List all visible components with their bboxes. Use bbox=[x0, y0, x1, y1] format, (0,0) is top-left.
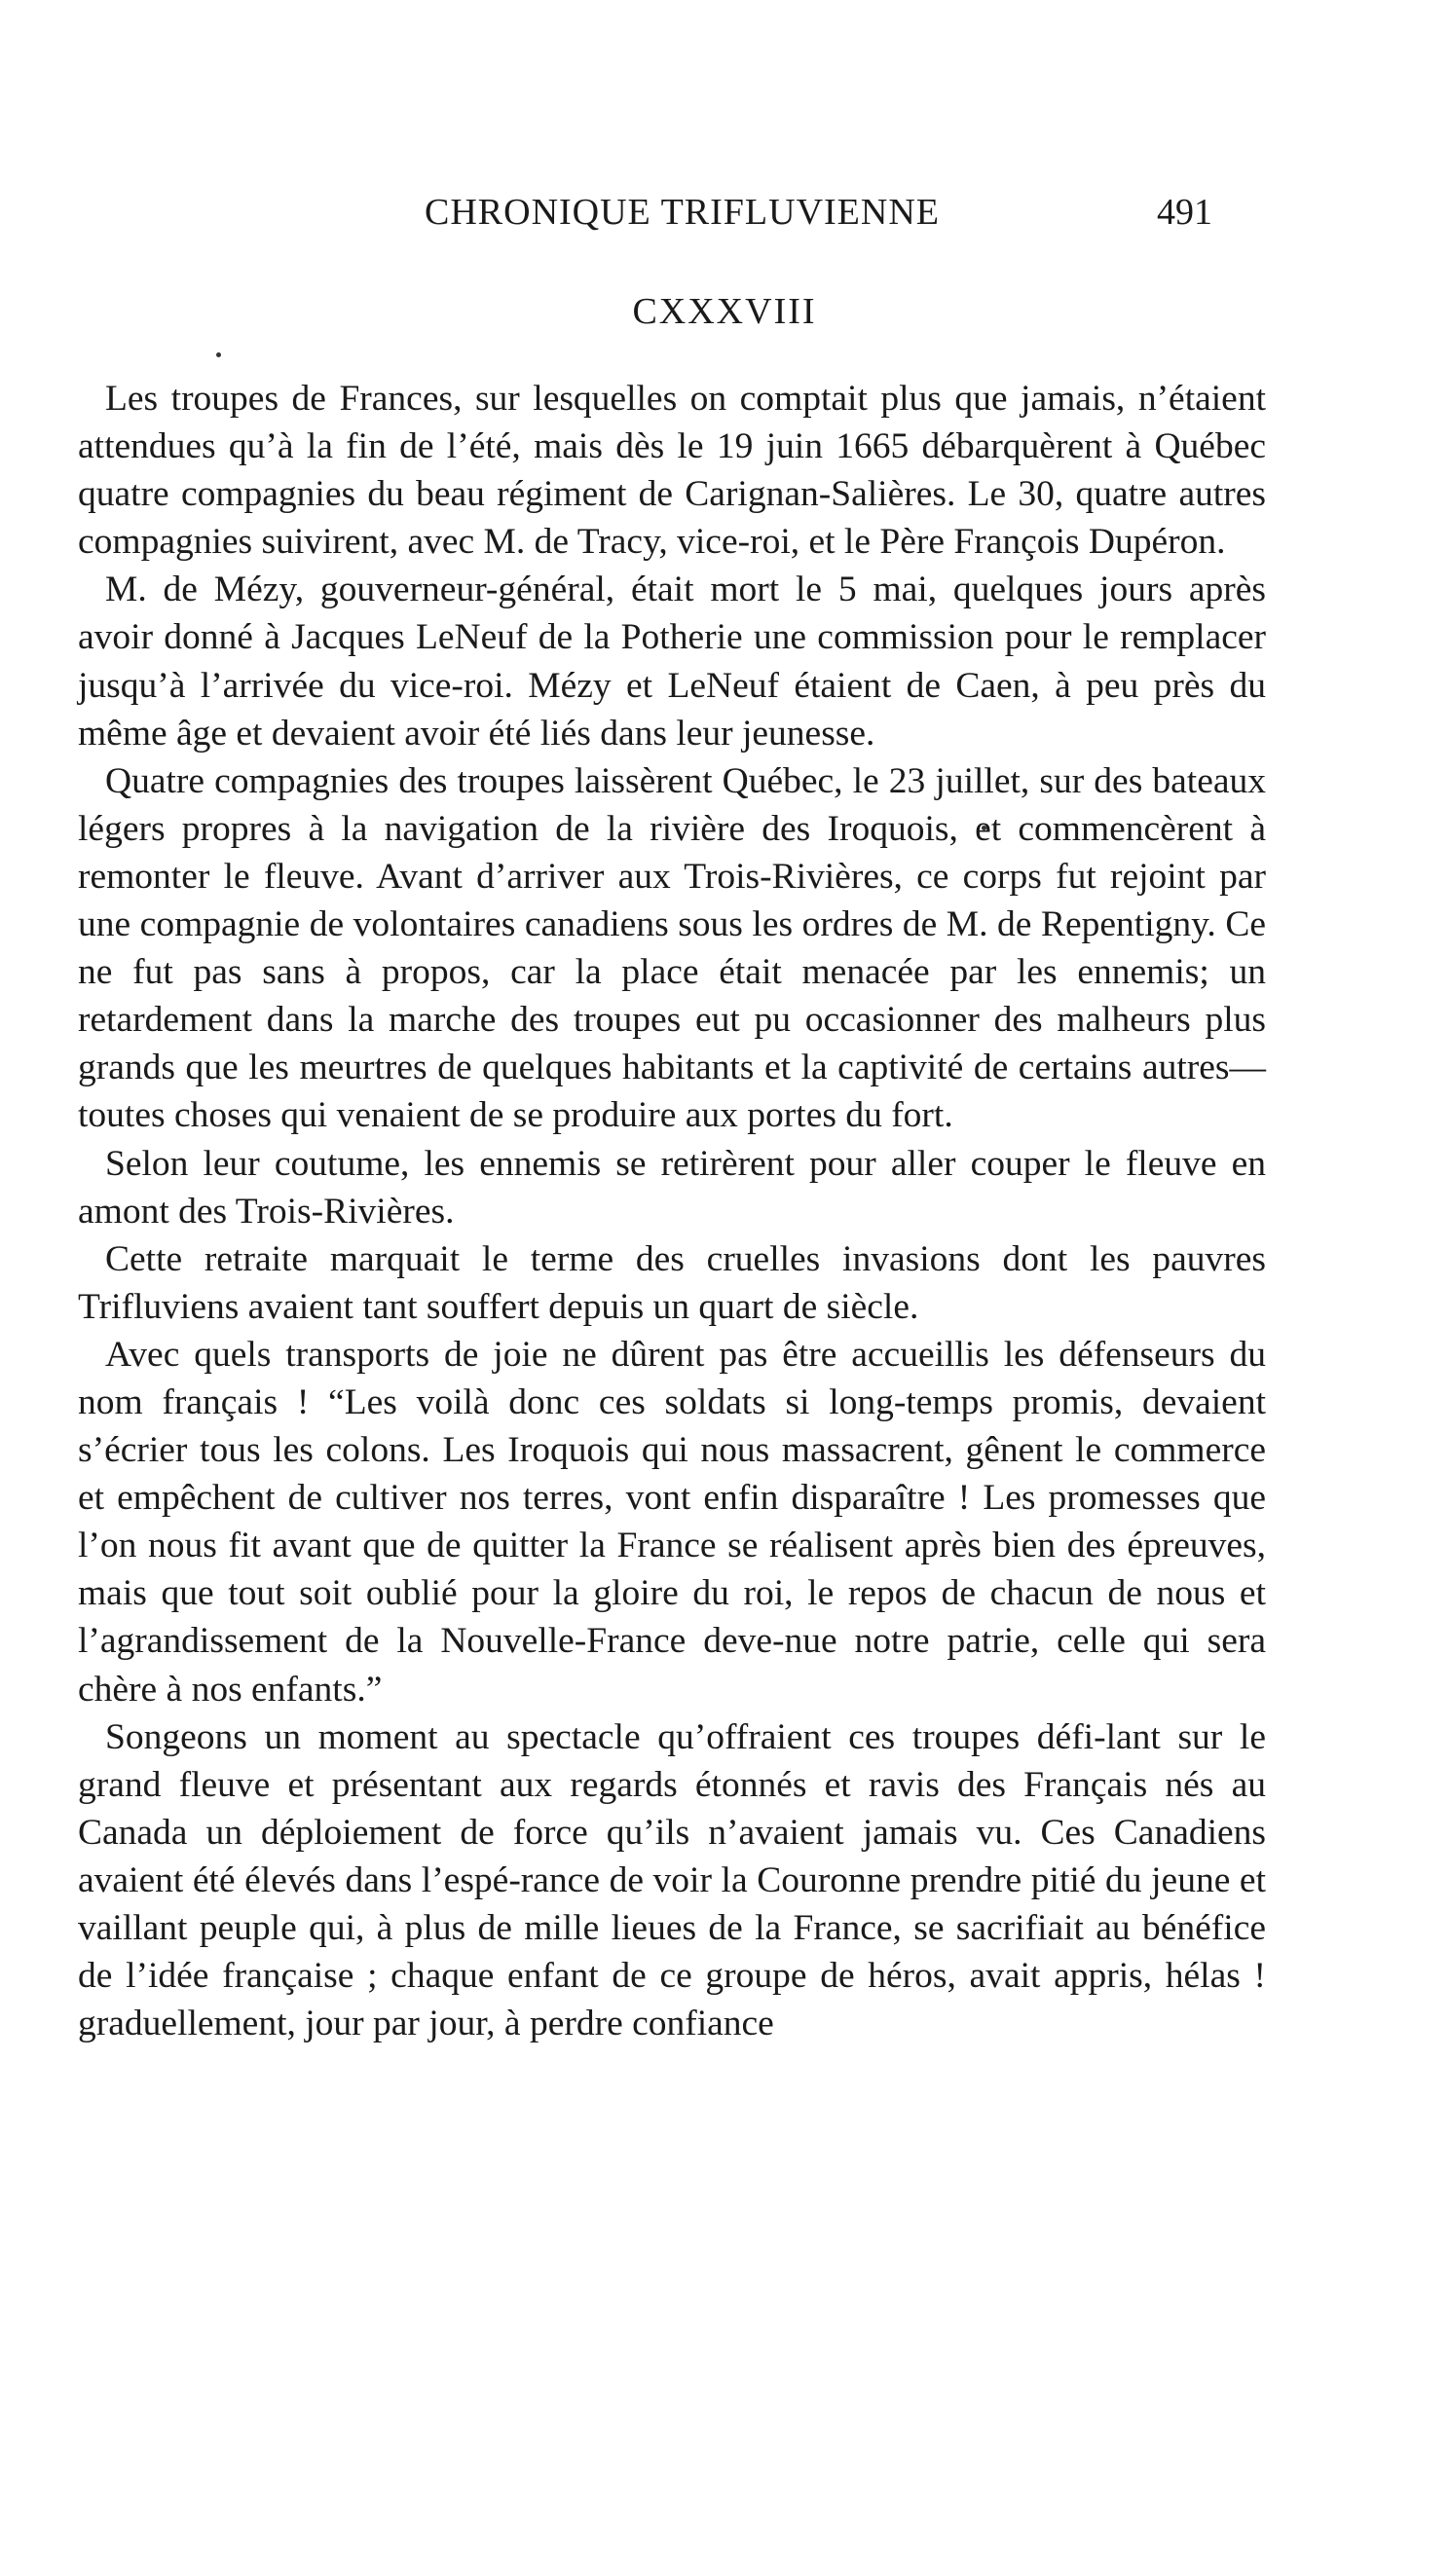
print-speck bbox=[216, 352, 221, 357]
paragraph: Cette retraite marquait le terme des cruelles invasions dont les pauvres Trifluviens avaient tant souffert depuis un quart de siècle. bbox=[78, 1238, 1266, 1327]
chapter-number: CXXXVIII bbox=[632, 291, 817, 332]
running-title: CHRONIQUE TRIFLUVIENNE bbox=[425, 192, 940, 233]
paragraph: Quatre compagnies des troupes laissèrent Québec, le 23 juillet, sur des bateaux légers propres à la navigation de la rivière des Iroquois, et commencèrent à remonter le fleuve. Avant d’arriver aux Trois-Rivières, ce corps fut rejoint par une compagnie de volontaires canadiens sous les ordres de M. de Repentigny. Ce ne fut pas sans à propos, car la place était menacée par les ennemis; un retardement dans la marche des troupes eut pu occasionner des malheurs plus grands que les meurtres de quelques habitants et la captivité de certains autres—toutes choses qui venaient de se produire aux portes du fort. bbox=[78, 760, 1266, 1136]
running-head bbox=[76, 191, 1288, 249]
paragraph: Les troupes de Frances, sur lesquelles on comptait plus que jamais, n’étaient attendues qu’à la fin de l’été, mais dès le 19 juin 1665 débarquèrent à Québec quatre compagnies du beau régiment de Carignan-Salières. Le 30, quatre autres compagnies suivirent, avec M. de Tracy, vice-roi, et le Père François Dupéron. bbox=[78, 379, 1266, 563]
body-text bbox=[78, 375, 1266, 2047]
paragraph: Avec quels transports de joie ne dûrent pas être accueillis les défenseurs du nom français ! “Les voilà donc ces soldats si long-temps promis, devaient s’écrier tous les colons. Les Iroquois qui nous massacrent, gênent le commerce et empêchent de cultiver nos terres, vont enfin disparaître ! Les promesses que l’on nous fit avant que de quitter la France se réalisent après bien des épreuves, mais que tout soit oublié pour la gloire du roi, le repos de chacun de nous et l’agrandissement de la Nouvelle-France deve-nue notre patrie, celle qui sera chère à nos enfants.” bbox=[78, 1334, 1266, 1710]
paragraph: Songeons un moment au spectacle qu’offraient ces troupes défi-lant sur le grand fleuve et présentant aux regards étonnés et ravis des Français nés au Canada un déploiement de force qu’ils n’avaient jamais vu. Ces Canadiens avaient été élevés dans l’espé-rance de voir la Couronne prendre pitié du jeune et vaillant peuple qui, à plus de mille lieues de la France, se sacrifiait au bénéfice de l’idée française ; chaque enfant de ce groupe de héros, avait appris, hélas ! graduellement, jour par jour, à perdre confiance bbox=[78, 1716, 1266, 2044]
paragraph: Selon leur coutume, les ennemis se retirèrent pour aller couper le fleuve en amont des Trois-Rivières. bbox=[78, 1143, 1266, 1232]
page-number: 491 bbox=[1157, 192, 1212, 233]
paragraph: M. de Mézy, gouverneur-général, était mort le 5 mai, quelques jours après avoir donné à Jacques LeNeuf de la Potherie une commission pour le remplacer jusqu’à l’arrivée du vice-roi. Mézy et LeNeuf étaient de Caen, à peu près du même âge et devaient avoir été liés dans leur jeunesse. bbox=[78, 570, 1266, 754]
